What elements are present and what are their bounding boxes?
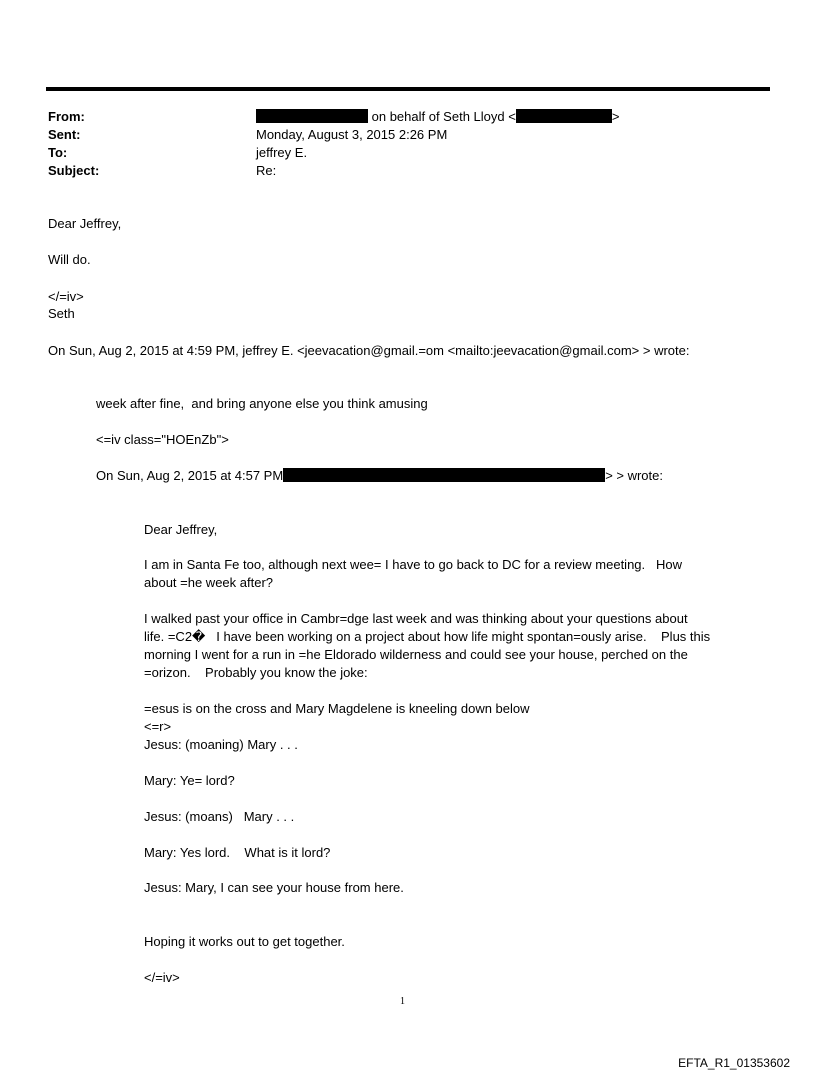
sent-value: Monday, August 3, 2015 2:26 PM	[256, 127, 448, 142]
quoted-greeting: Dear Jeffrey,	[144, 522, 218, 537]
joke-opening: =esus is on the cross and Mary Magdelene is kneeling down below <=r> Jesus: (moaning) Mary . . .	[144, 701, 530, 752]
redaction-bar	[516, 109, 612, 123]
quote-intro-2: On Sun, Aug 2, 2015 at 4:57 PM > > wrote:	[96, 468, 663, 483]
joke-line: Jesus: (moans) Mary . . .	[144, 809, 295, 824]
greeting: Dear Jeffrey,	[48, 216, 122, 231]
quoted-paragraph-2: I walked past your office in Cambr=dge last week and was thinking about your questions about life. =C2� I have been working on a project about how life might spontan=ously arise. Plus this morning I went for a run in =he Eldorado wilderness and could see your house, perched on the =orizon. Probably you know the joke:	[144, 611, 711, 680]
signature: Seth	[48, 306, 75, 321]
joke-punchline: Jesus: Mary, I can see your house from here.	[144, 880, 404, 895]
from-label: From:	[48, 109, 85, 124]
to-label: To:	[48, 145, 68, 160]
quoted-closing: Hoping it works out to get together.	[144, 934, 345, 949]
quoted-tag-1: <=iv class="HOEnZb">	[96, 432, 229, 447]
redaction-bar	[283, 468, 605, 482]
redaction-bar	[256, 109, 368, 123]
quote-intro: On Sun, Aug 2, 2015 at 4:59 PM, jeffrey E. <jeevacation@gmail.=om <mailto:jeevacation@gmail.com> > wrote:	[48, 343, 690, 358]
sent-label: Sent:	[48, 127, 81, 142]
quoted-message-1: week after fine, and bring anyone else you think amusing	[96, 396, 428, 411]
page-number: 1	[400, 996, 405, 1007]
quoted-paragraph-1: I am in Santa Fe too, although next wee= I have to go back to DC for a review meeting. How about =he week after?	[144, 557, 682, 590]
bates-number: EFTA_R1_01353602	[678, 1056, 790, 1070]
quoted-tag-2: </=iv>	[144, 970, 180, 985]
to-value: jeffrey E.	[256, 145, 308, 160]
joke-line: Mary: Ye= lord?	[144, 773, 235, 788]
header-rule	[46, 87, 770, 91]
reply-line: Will do.	[48, 252, 91, 267]
subject-label: Subject:	[48, 163, 100, 178]
tag-line: </=iv>	[48, 289, 84, 304]
subject-value: Re:	[256, 163, 277, 178]
joke-line: Mary: Yes lord. What is it lord?	[144, 845, 331, 860]
from-value: on behalf of Seth Lloyd < >	[256, 108, 619, 126]
